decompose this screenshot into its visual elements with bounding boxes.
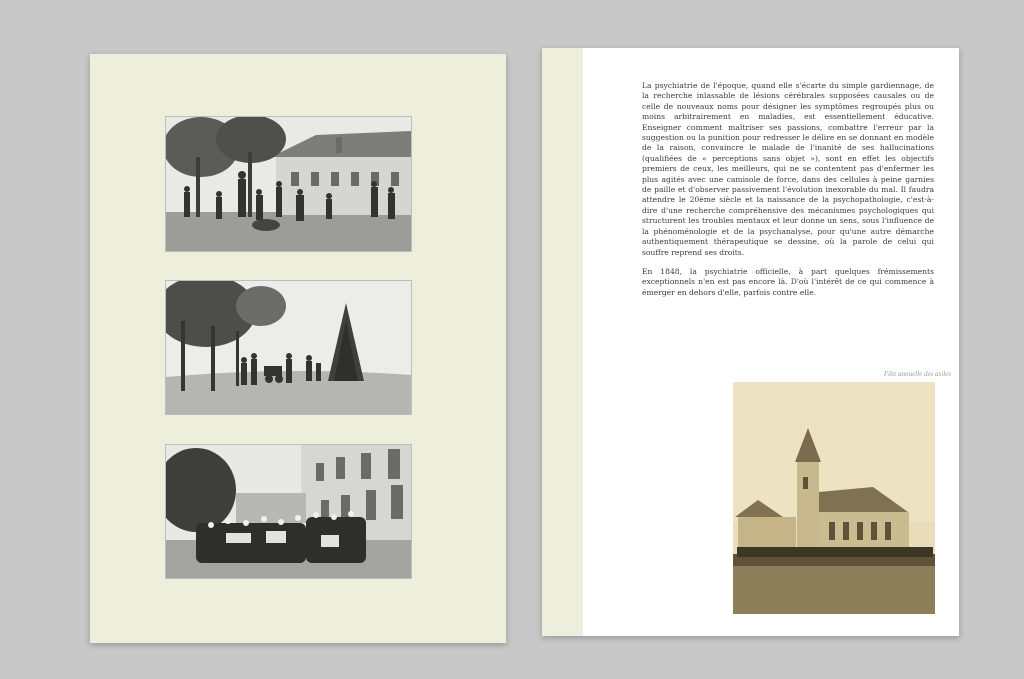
engraving-promenade-trees (165, 280, 412, 415)
engraving-asylum-courtyard (165, 116, 412, 252)
photo-church-festival (733, 382, 935, 614)
page-margin-strip (542, 48, 583, 636)
left-page (90, 54, 506, 643)
engraving-group-gathering (165, 444, 412, 579)
paragraph-1: La psychiatrie de l'époque, quand elle s'écarte du simple gardiennage, de la recherche inlassable de lésions cérébrales supposées causales ou de celle de nouveaux noms pour désigner les symptômes regroupés plus ou moins arbitrairement en maladies, est essentiellement éducative. Enseigner comment maîtriser ses passions, combattre l'erreur par la suggestion ou la punition pour redresser le délire en se donnant en modèle de la raison, convaincre le malade de l'inanité de ses hallucinations (qualifiées de « perceptions sans objet »), sont en effet les objectifs premiers de ceux, les meilleurs, qui ne se contentent pas d'enfermer les plus agités avec une camisole de force, dans des cellules à peine garnies de paille et d'observer passivement l'évolution inexorable du mal. Il faudra attendre le 20ème siècle et la naissance de la psychopathologie, c'est-à-dire d'une recherche compréhensive des mécanismes psychologiques qui structurent les troubles mentaux et leur donne un sens, sous l'influence de la phénoménologie et de la psychanalyse, pour qu'une autre démarche authentiquement thérapeutique se dessine, où la parole de celui qui souffre reprend ses droits. (642, 81, 934, 257)
body-text (642, 81, 934, 307)
paragraph-2: En 1848, la psychiatrie officielle, à part quelques frémissements exceptionnels n'en est pas encore là. D'où l'intérêt de ce qui commence à émerger en dehors d'elle, parfois contre elle. (642, 266, 934, 297)
right-page (542, 48, 959, 636)
photo-caption: Fête annuelle des asiles (883, 370, 951, 378)
